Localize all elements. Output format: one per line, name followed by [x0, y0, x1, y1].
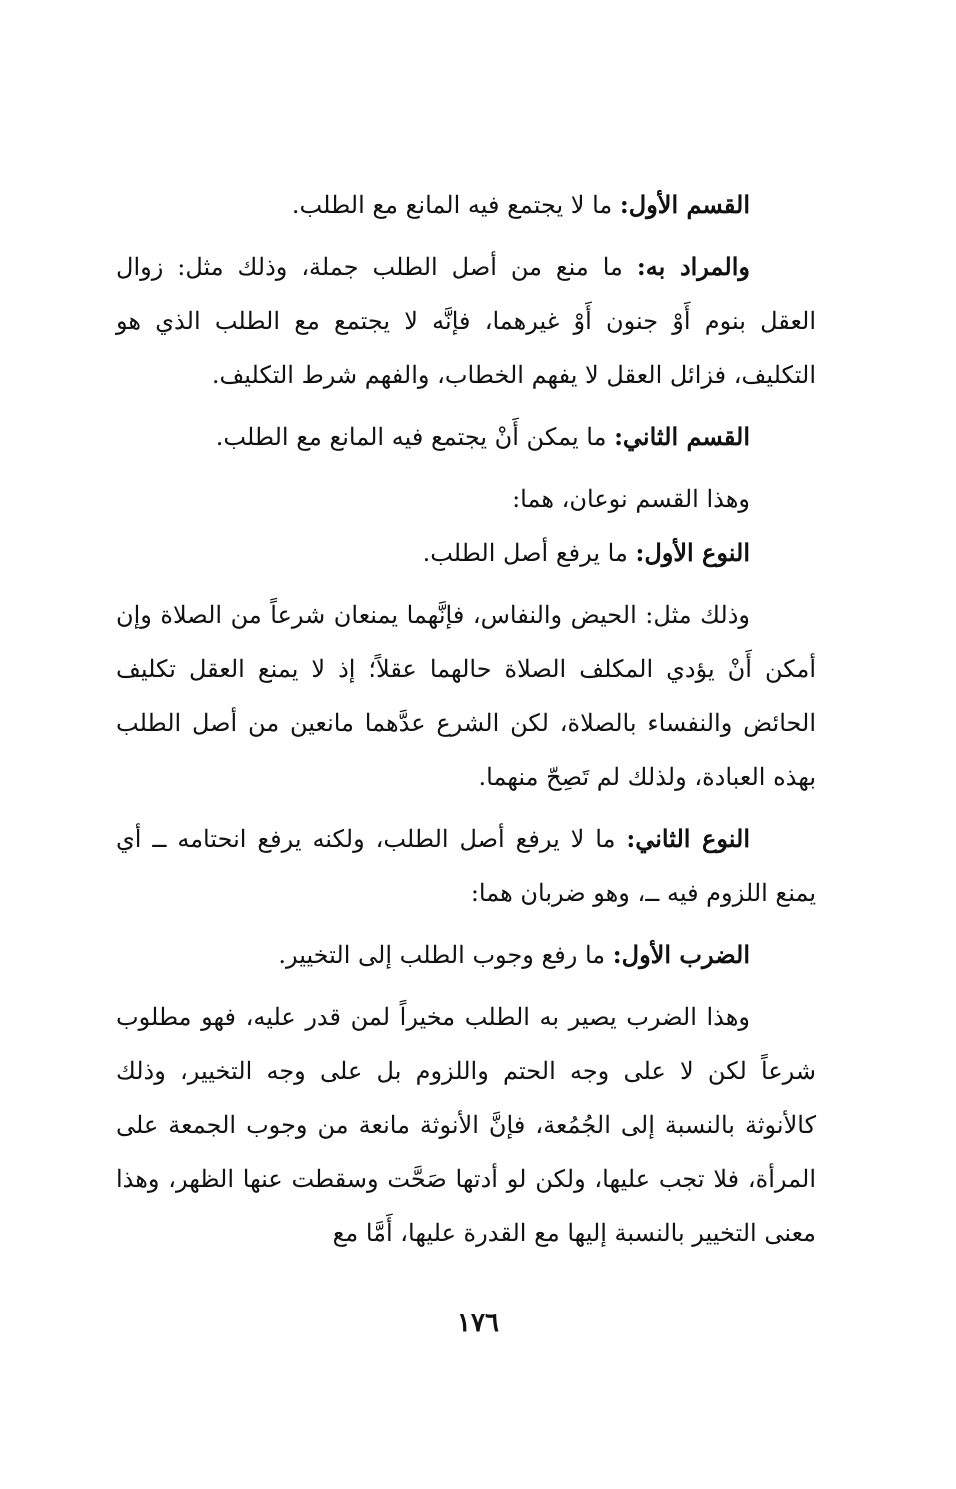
paragraph-text: ما رفع وجوب الطلب إلى التخيير.	[278, 941, 613, 969]
paragraph-text: وذلك مثل: الحيض والنفاس، فإنَّهما يمنعان شرعاً من الصلاة وإن أمكن أَنْ يؤدي المكلف الصلاة حالهما عقلاً؛ إذ لا يمنع العقل تكليف الحائض والنفساء بالصلاة، لكن الشرع عدَّهما مانعين من أصل الطلب بهذه العبادة، ولذلك لم تَصِحّ منهما.	[116, 601, 816, 791]
paragraph-text: ما لا يجتمع فيه المانع مع الطلب.	[291, 191, 620, 219]
paragraph-first-kind	[116, 928, 816, 982]
paragraph-text: ما يرفع أصل الطلب.	[422, 539, 636, 567]
paragraph-text: ما لا يرفع أصل الطلب، ولكنه يرفع انحتامه ــ أي يمنع اللزوم فيه ــ، وهو ضربان هما:	[116, 825, 816, 907]
paragraph-heading: القسم الثاني:	[614, 422, 750, 451]
page-body	[116, 178, 816, 1260]
paragraph-menstruation-example	[116, 588, 816, 804]
paragraph-heading: النوع الأول:	[635, 538, 750, 567]
paragraph-second-type	[116, 812, 816, 920]
paragraph-heading: القسم الأول:	[619, 190, 750, 219]
paragraph-text: ما يمكن أَنْ يجتمع فيه المانع مع الطلب.	[215, 423, 615, 451]
paragraph-text: وهذا القسم نوعان، هما:	[512, 485, 750, 513]
paragraph-heading: النوع الثاني:	[626, 824, 750, 853]
paragraph-choice-example	[116, 990, 816, 1260]
paragraph-first-section	[116, 178, 816, 232]
paragraph-meaning	[116, 240, 816, 402]
paragraph-text: وهذا الضرب يصير به الطلب مخيراً لمن قدر عليه، فهو مطلوب شرعاً لكن لا على وجه الحتم واللزوم بل على وجه التخيير، وذلك كالأنوثة بالنسبة إلى الجُمُعة، فإنَّ الأنوثة مانعة من وجوب الجمعة على المرأة، فلا تجب عليها، ولكن لو أدتها صَحَّت وسقطت عنها الظهر، وهذا معنى التخيير بالنسبة إليها مع القدرة عليها، أَمَّا مع	[116, 1003, 816, 1247]
paragraph-heading: الضرب الأول:	[612, 940, 750, 969]
page-number: ١٧٦	[457, 1308, 499, 1338]
paragraph-text: ما منع من أصل الطلب جملة، وذلك مثل: زوال العقل بنوم أَوْ جنون أَوْ غيرهما، فإنَّه لا يجتمع مع الطلب الذي هو التكليف، فزائل العقل لا يفهم الخطاب، والفهم شرط التكليف.	[116, 253, 816, 389]
paragraph-heading: والمراد به:	[636, 252, 750, 281]
paragraph-second-section	[116, 410, 816, 464]
paragraph-two-types	[116, 472, 816, 526]
paragraph-first-type	[116, 526, 816, 580]
